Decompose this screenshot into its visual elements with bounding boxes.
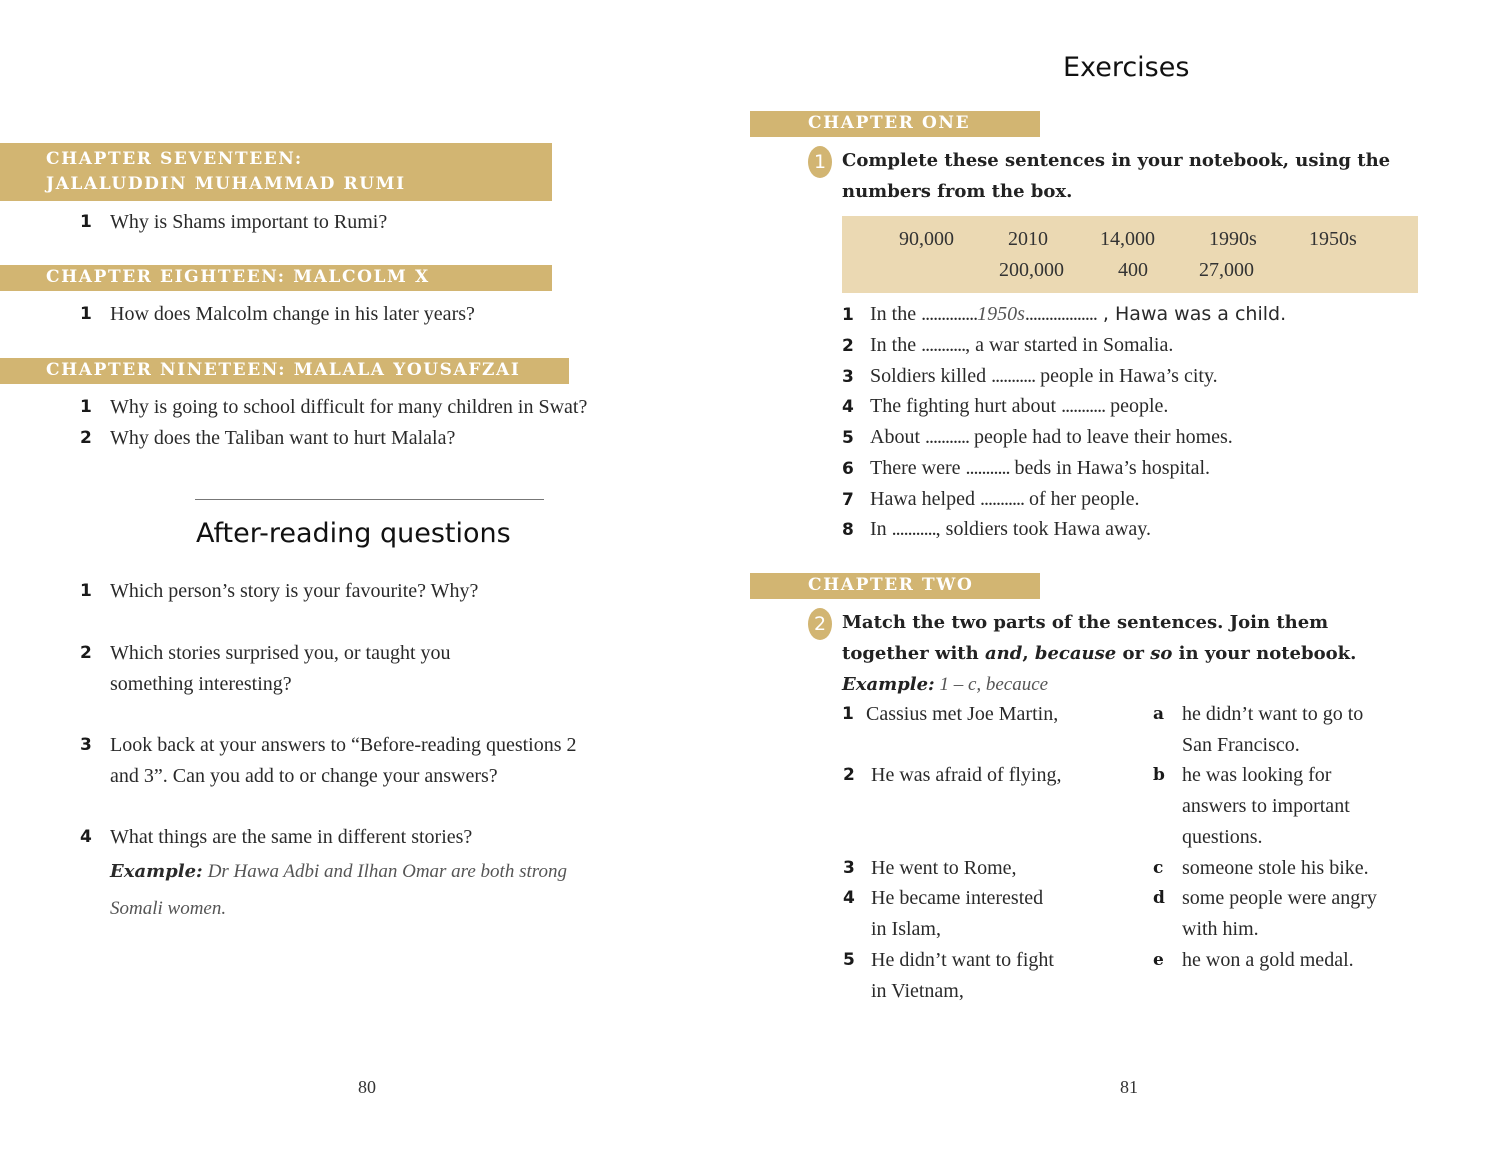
item-text: he was looking for (1182, 764, 1332, 786)
question-text: How does Malcolm change in his later years? (110, 303, 475, 325)
instruction-text: or (1116, 643, 1151, 664)
match-right-item (1153, 853, 1369, 884)
sentence-number: 1 (842, 305, 854, 325)
question-text: Which person’s story is your favourite? Why? (110, 580, 479, 602)
blank-dots: .............. (921, 303, 978, 325)
box-number: 14,000 (1100, 228, 1155, 250)
fill-in-sentence (842, 422, 1233, 454)
question-item (80, 822, 567, 927)
item-text: someone stole his bike. (1182, 857, 1369, 879)
item-letter: b (1153, 765, 1165, 785)
sentence-number: 8 (842, 520, 854, 540)
box-number: 90,000 (899, 228, 954, 250)
instruction-text: Complete these sentences in your notebook, using the (842, 150, 1391, 171)
sentence-text: The fighting hurt about (870, 395, 1062, 417)
match-right-item (1153, 699, 1364, 761)
match-right-item (1153, 945, 1354, 976)
chapter-nineteen-banner (0, 358, 569, 384)
question-item (80, 423, 456, 454)
sentence-text: In (870, 518, 892, 540)
exercise-number-badge: 1 (808, 146, 832, 178)
item-text: San Francisco. (1182, 734, 1300, 756)
question-item (80, 207, 388, 238)
chapter-eighteen-banner (0, 265, 552, 291)
instruction-text: so (1150, 643, 1173, 664)
sentence-text: people had to leave their homes. (969, 426, 1233, 448)
item-letter: e (1153, 950, 1164, 970)
item-text: He didn’t want to fight (871, 949, 1054, 971)
item-text: in Vietnam, (871, 980, 964, 1002)
chapter-title: CHAPTER SEVENTEEN: (46, 149, 303, 169)
question-number: 1 (80, 304, 92, 324)
box-number: 27,000 (1199, 259, 1254, 281)
instruction-text: , (1022, 643, 1035, 664)
sentence-text: There were (870, 457, 966, 479)
exercise-instruction (842, 145, 1390, 207)
question-number: 2 (80, 643, 92, 663)
box-number: 1950s (1309, 228, 1357, 250)
question-number: 4 (80, 827, 92, 847)
sentence-text: In the (870, 334, 922, 356)
question-number: 2 (80, 428, 92, 448)
match-left-item (843, 945, 1054, 1007)
match-left-item (843, 883, 1044, 945)
question-text: and 3”. Can you add to or change your answers? (110, 765, 498, 787)
exercise-instruction (842, 607, 1356, 700)
sentence-number: 5 (842, 428, 854, 448)
item-letter: a (1153, 704, 1165, 724)
question-text: Why does the Taliban want to hurt Malala? (110, 427, 456, 449)
box-number: 1990s (1209, 228, 1257, 250)
blank-dots: ........... (925, 426, 969, 448)
fill-in-sentence (842, 514, 1151, 546)
question-text: Look back at your answers to “Before-reading questions 2 (110, 734, 577, 756)
item-text: questions. (1182, 826, 1263, 848)
item-text: He went to Rome, (871, 857, 1017, 879)
section-divider (195, 499, 544, 500)
chapter-title: CHAPTER ONE (808, 113, 971, 133)
sentence-text: people in Hawa’s city. (1035, 365, 1218, 387)
question-number: 1 (80, 397, 92, 417)
question-text: something interesting? (110, 673, 292, 695)
fill-in-sentence (842, 299, 1286, 331)
fill-in-sentence (842, 361, 1218, 393)
sentence-text: of her people. (1023, 488, 1140, 510)
blank-dots: ........... (1061, 395, 1106, 417)
match-right-item (1153, 760, 1350, 853)
blank-dots: ........... (921, 334, 966, 356)
item-text: some people were angry (1182, 887, 1377, 909)
question-text: Why is going to school difficult for many children in Swat? (110, 396, 588, 418)
instruction-text: in your notebook. (1172, 643, 1357, 664)
question-item (80, 392, 588, 423)
item-text: with him. (1182, 918, 1259, 940)
question-text: Which stories surprised you, or taught you (110, 642, 451, 664)
instruction-text: Match the two parts of the sentences. Join them (842, 612, 1329, 633)
item-letter: c (1153, 858, 1164, 878)
sentence-text: Hawa helped (870, 488, 980, 510)
item-number: 1 (842, 704, 854, 724)
question-item (80, 638, 451, 700)
page-number: 81 (1120, 1077, 1138, 1097)
box-number: 2010 (1008, 228, 1048, 250)
match-right-item (1153, 883, 1377, 945)
instruction-text: because (1034, 643, 1117, 664)
item-text: He was afraid of flying, (871, 764, 1062, 786)
chapter-title: CHAPTER EIGHTEEN: MALCOLM X (46, 267, 430, 287)
chapter-title: CHAPTER TWO (808, 575, 974, 595)
blank-dots: ........... (991, 365, 1036, 387)
question-text: Why is Shams important to Rumi? (110, 211, 388, 233)
question-number: 3 (80, 735, 92, 755)
box-number: 200,000 (999, 259, 1064, 281)
fill-in-sentence (842, 484, 1139, 516)
sentence-number: 7 (842, 490, 854, 510)
question-item (80, 576, 479, 607)
chapter-title: CHAPTER NINETEEN: MALALA YOUSAFZAI (46, 360, 521, 380)
item-number: 3 (843, 858, 855, 878)
sentence-number: 3 (842, 367, 854, 387)
instruction-text: together with (842, 643, 985, 664)
match-left-item (843, 760, 1062, 791)
fill-in-sentence (842, 330, 1173, 362)
question-text: What things are the same in different stories? (110, 826, 473, 848)
example-label: Example: (110, 861, 203, 882)
match-left-item (842, 699, 1059, 730)
item-number: 4 (843, 888, 855, 908)
chapter-one-banner (750, 111, 1040, 137)
instruction-text: numbers from the box. (842, 181, 1073, 202)
sentence-number: 4 (842, 397, 854, 417)
item-text: he won a gold medal. (1182, 949, 1354, 971)
example-text: Dr Hawa Adbi and Ilhan Omar are both strong (207, 861, 567, 882)
fill-in-sentence (842, 453, 1210, 485)
question-item (80, 730, 577, 792)
exercises-heading: Exercises (1063, 52, 1190, 83)
sentence-number: 6 (842, 459, 854, 479)
sentence-text: , Hawa was a child. (1096, 303, 1287, 325)
sentence-text: Soldiers killed (870, 365, 992, 387)
sentence-text: people. (1105, 395, 1169, 417)
sentence-text: In the (870, 303, 922, 325)
sentence-text: About (870, 426, 925, 448)
example-label: Example: (842, 674, 935, 695)
after-reading-heading: After-reading questions (196, 518, 511, 549)
item-text: he didn’t want to go to (1182, 703, 1364, 725)
match-left-item (843, 853, 1017, 884)
blank-dots: ........... (965, 457, 1010, 479)
item-text: in Islam, (871, 918, 941, 940)
item-number: 5 (843, 950, 855, 970)
item-number: 2 (843, 765, 855, 785)
sentence-text: , soldiers took Hawa away. (935, 518, 1151, 540)
chapter-seventeen-banner (0, 143, 552, 201)
exercise-number-badge: 2 (808, 608, 832, 640)
item-text: Cassius met Joe Martin, (866, 703, 1059, 725)
blank-dots: .................. (1024, 303, 1097, 325)
item-text: He became interested (871, 887, 1044, 909)
example-text: Somali women. (110, 898, 227, 919)
example-answer: 1950s (977, 303, 1025, 325)
question-number: 1 (80, 212, 92, 232)
item-text: answers to important (1182, 795, 1350, 817)
box-number: 400 (1118, 259, 1148, 281)
example-text: 1 – c, becauce (934, 674, 1049, 695)
question-number: 1 (80, 581, 92, 601)
sentence-text: , a war started in Somalia. (965, 334, 1174, 356)
sentence-text: beds in Hawa’s hospital. (1009, 457, 1211, 479)
instruction-text: and (984, 643, 1023, 664)
chapter-two-banner (750, 573, 1040, 599)
blank-dots: ........... (979, 488, 1024, 510)
sentence-number: 2 (842, 336, 854, 356)
blank-dots: ........... (891, 518, 936, 540)
item-letter: d (1153, 888, 1165, 908)
fill-in-sentence (842, 391, 1168, 423)
page-number: 80 (358, 1077, 376, 1097)
chapter-title: JALALUDDIN MUHAMMAD RUMI (46, 174, 406, 194)
question-item (80, 299, 475, 330)
